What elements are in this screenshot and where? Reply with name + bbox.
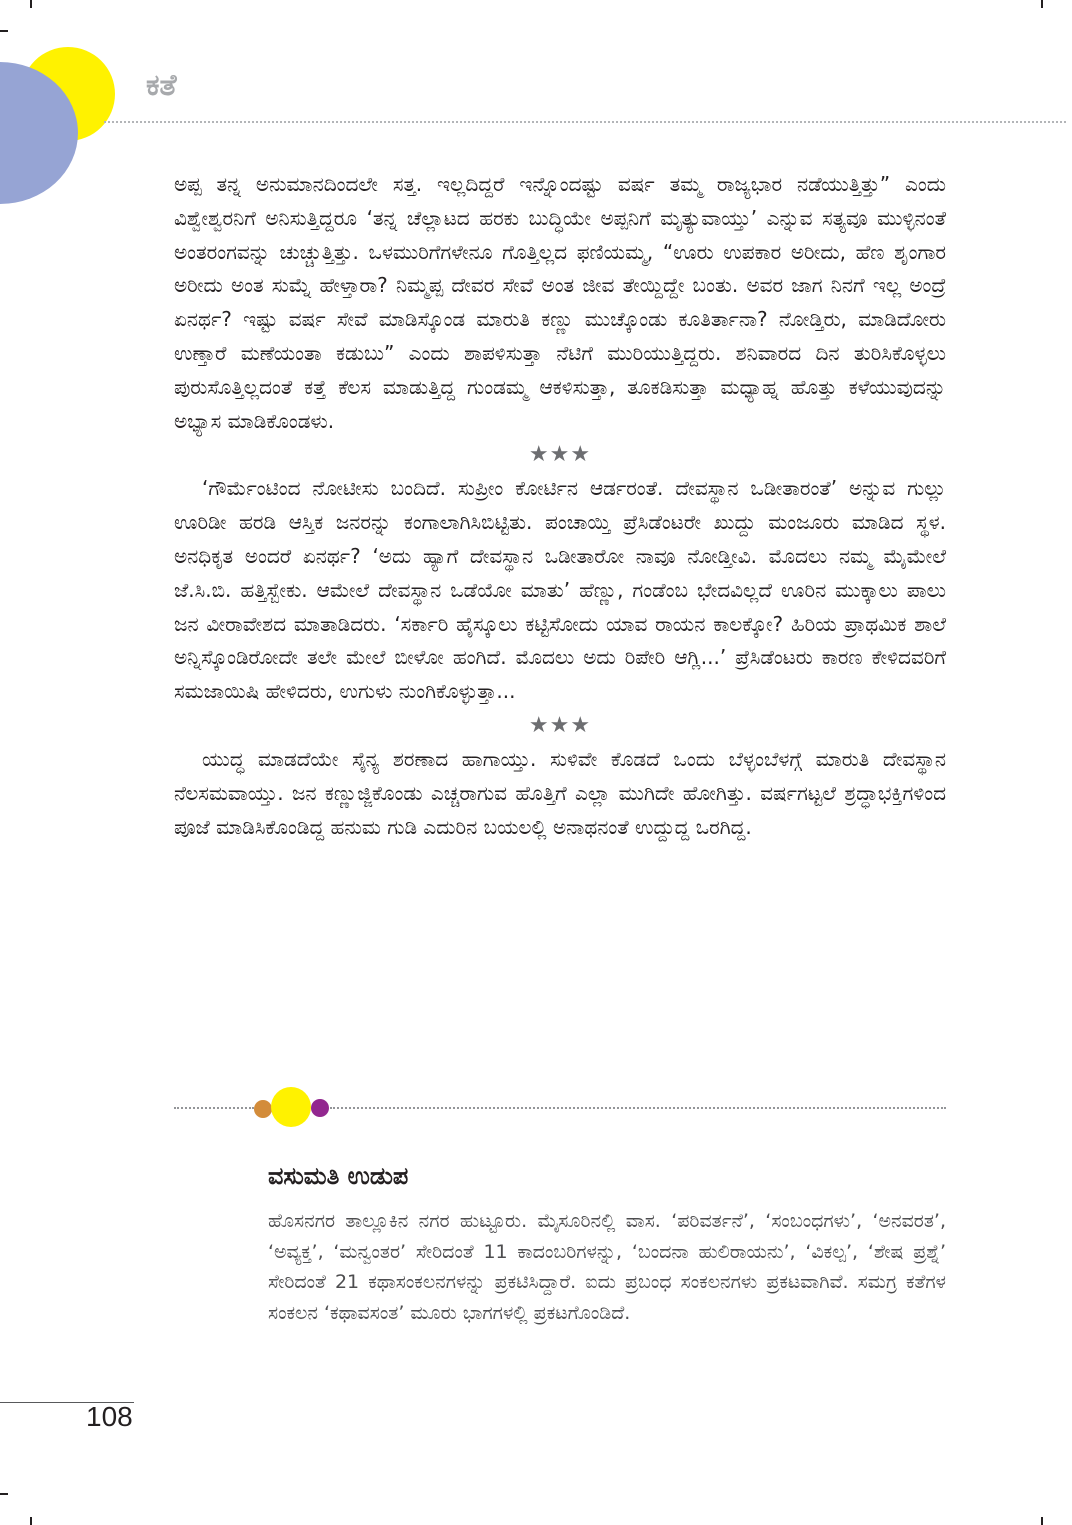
author-name: ವಸುಮತಿ ಉಡುಪ xyxy=(268,1162,409,1190)
author-bio: ಹೊಸನಗರ ತಾಲ್ಲೂಕಿನ ನಗರ ಹುಟ್ಟೂರು. ಮೈಸೂರಿನಲ್ಲಿ ವಾಸ. ‘ಪರಿವರ್ತನೆ’, ‘ಸಂಬಂಧಗಳು’, ‘ಅನವರತ’, ‘ಅವ್ಯಕ್ತ’, ‘ಮನ್ವಂತರ’ ಸೇರಿದಂತೆ 11 ಕಾದಂಬರಿಗಳನ್ನು, ‘ಬಂದನಾ ಹುಲಿರಾಯನು’, ‘ವಿಕಲ್ಪ’, ‘ಶೇಷ ಪ್ರಶ್ನೆ’ ಸೇರಿದಂತೆ 21 ಕಥಾಸಂಕಲನಗಳನ್ನು ಪ್ರಕಟಿಸಿದ್ದಾರೆ. ಐದು ಪ್ರಬಂಧ ಸಂಕಲನಗಳು ಪ್ರಕಟವಾಗಿವೆ. ಸಮಗ್ರ ಕತೆಗಳ ಸಂಕಲನ ‘ಕಥಾವಸಂತ’ ಮೂರು ಭಾಗಗಳಲ್ಲಿ ಪ್ರಕಟಗೊಂಡಿದೆ. xyxy=(268,1210,946,1324)
story-paragraph-1: ಅಪ್ಪ ತನ್ನ ಅನುಮಾನದಿಂದಲೇ ಸತ್ತ. ಇಲ್ಲದಿದ್ದರೆ ಇನ್ನೊಂದಷ್ಟು ವರ್ಷ ತಮ್ಮ ರಾಜ್ಯಭಾರ ನಡೆಯುತ್ತಿತ್ತು” ಎಂದು ವಿಶ್ವೇಶ್ವರನಿಗೆ ಅನಿಸುತ್ತಿದ್ದರೂ ‘ತನ್ನ ಚೆಲ್ಲಾಟದ ಹರಕು ಬುದ್ಧಿಯೇ ಅಪ್ಪನಿಗೆ ಮೃತ್ಯುವಾಯ್ತು’ ಎನ್ನುವ ಸತ್ಯವೂ ಮುಳ್ಳಿನಂತೆ ಅಂತರಂಗವನ್ನು ಚುಚ್ಚುತ್ತಿತ್ತು. ಒಳಮುರಿಗೆಗಳೇನೂ ಗೊತ್ತಿಲ್ಲದ ಫಣಿಯಮ್ಮ, “ಊರು ಉಪಕಾರ ಅರೀದು, ಹೆಣ ಶೃಂಗಾರ ಅರೀದು ಅಂತ ಸುಮ್ನೆ ಹೇಳ್ತಾರಾ? ನಿಮ್ಮಪ್ಪ ದೇವರ ಸೇವೆ ಅಂತ ಜೀವ ತೇಯ್ದಿದ್ದೇ ಬಂತು. ಅವರ ಜಾಗ ನಿನಗೆ ಇಲ್ಲ ಅಂದ್ರೆ ಏನರ್ಥ? ಇಷ್ಟು ವರ್ಷ ಸೇವೆ ಮಾಡಿಸ್ಕೊಂಡ ಮಾರುತಿ ಕಣ್ಣು ಮುಚ್ಕೊಂಡು ಕೂತಿರ್ತಾನಾ? ನೋಡ್ತಿರು, ಮಾಡಿದೋರು ಉಣ್ತಾರೆ ಮಣೆಯಂತಾ ಕಡುಬು” ಎಂದು ಶಾಪಳಿಸುತ್ತಾ ನೆಟಿಗೆ ಮುರಿಯುತ್ತಿದ್ದರು. ಶನಿವಾರದ ದಿನ ತುರಿಸಿಕೊಳ್ಳಲು ಪುರುಸೊತ್ತಿಲ್ಲದಂತೆ ಕತ್ತೆ ಕೆಲಸ ಮಾಡುತ್ತಿದ್ದ ಗುಂಡಮ್ಮ ಆಕಳಿಸುತ್ತಾ, ತೂಕಡಿಸುತ್ತಾ ಮಧ್ಯಾಹ್ನ ಹೊತ್ತು ಕಳೆಯುವುದನ್ನು ಅಭ್ಯಾಸ ಮಾಡಿಕೊಂಡಳು. xyxy=(174,172,946,433)
crop-mark-bottom-right xyxy=(1041,1517,1043,1525)
crop-mark-top-right xyxy=(1041,0,1043,8)
crop-mark-bottom-left xyxy=(30,1517,32,1525)
page-number: 108 xyxy=(86,1401,133,1432)
author-divider-right xyxy=(330,1107,946,1109)
section-break-1: ★★★ xyxy=(528,442,592,468)
corner-decoration xyxy=(0,0,140,220)
header-divider xyxy=(104,121,1066,123)
story-body xyxy=(174,168,946,844)
story-paragraph-3: ಯುದ್ಧ ಮಾಡದೆಯೇ ಸೈನ್ಯ ಶರಣಾದ ಹಾಗಾಯ್ತು. ಸುಳಿವೇ ಕೊಡದೆ ಒಂದು ಬೆಳ್ಳಂಬೆಳಗ್ಗೆ ಮಾರುತಿ ದೇವಸ್ಥಾನ ನೆಲಸಮವಾಯ್ತು. ಜನ ಕಣ್ಣುಜ್ಜಿಕೊಂಡು ಎಚ್ಚರಾಗುವ ಹೊತ್ತಿಗೆ ಎಲ್ಲಾ ಮುಗಿದೇ ಹೋಗಿತ್ತು. ವರ್ಷಗಟ್ಟಲೆ ಶ್ರದ್ಧಾಭಕ್ತಿಗಳಿಂದ ಪೂಜೆ ಮಾಡಿಸಿಕೊಂಡಿದ್ದ ಹನುಮ ಗುಡಿ ಎದುರಿನ ಬಯಲಲ್ಲಿ ಅನಾಥನಂತೆ ಉದ್ದುದ್ದ ಒರಗಿದ್ದ. xyxy=(174,746,946,839)
author-divider-left xyxy=(174,1107,254,1109)
section-label: ಕತೆ xyxy=(146,68,177,103)
orange-dot xyxy=(254,1100,272,1118)
section-break-2: ★★★ xyxy=(528,712,592,738)
crop-mark-left-lower xyxy=(0,1493,8,1495)
yellow-dot xyxy=(271,1087,311,1127)
story-paragraph-2: ‘ಗೌರ್ಮೆಂಟಿಂದ ನೋಟೀಸು ಬಂದಿದೆ. ಸುಪ್ರೀಂ ಕೋರ್ಟಿನ ಆರ್ಡರಂತೆ. ದೇವಸ್ಥಾನ ಒಡೀತಾರಂತೆ’ ಅನ್ನುವ ಗುಲ್ಲು ಊರಿಡೀ ಹರಡಿ ಆಸ್ತಿಕ ಜನರನ್ನು ಕಂಗಾಲಾಗಿಸಿಬಿಟ್ಟಿತು. ಪಂಚಾಯ್ತಿ ಪ್ರೆಸಿಡೆಂಟರೇ ಖುದ್ದು ಮಂಜೂರು ಮಾಡಿದ ಸ್ಥಳ. ಅನಧಿಕೃತ ಅಂದರೆ ಏನರ್ಥ? ‘ಅದು ಹ್ಯಾಗೆ ದೇವಸ್ಥಾನ ಒಡೀತಾರೋ ನಾವೂ ನೋಡ್ತೀವಿ. ಮೊದಲು ನಮ್ಮ ಮೈಮೇಲೆ ಜೆ.ಸಿ.ಬಿ. ಹತ್ತಿಸ್ಬೇಕು. ಆಮೇಲೆ ದೇವಸ್ಥಾನ ಒಡೆಯೋ ಮಾತು’ ಹೆಣ್ಣು, ಗಂಡೆಂಬ ಭೇದವಿಲ್ಲದೆ ಊರಿನ ಮುಕ್ಕಾಲು ಪಾಲು ಜನ ವೀರಾವೇಶದ ಮಾತಾಡಿದರು. ‘ಸರ್ಕಾರಿ ಹೈಸ್ಕೂಲು ಕಟ್ಟಿಸೋದು ಯಾವ ರಾಯನ ಕಾಲಕ್ಕೋ? ಹಿರಿಯ ಪ್ರಾಥಮಿಕ ಶಾಲೆ ಅನ್ನಿಸ್ಕೊಂಡಿರೋದೇ ತಲೇ ಮೇಲೆ ಬೀಳೋ ಹಂಗಿದೆ. ಮೊದಲು ಅದು ರಿಪೇರಿ ಆಗ್ಲಿ...’ ಪ್ರೆಸಿಡೆಂಟರು ಕಾರಣ ಕೇಳಿದವರಿಗೆ ಸಮಜಾಯಿಷಿ ಹೇಳಿದರು, ಉಗುಳು ನುಂಗಿಕೊಳ್ಳುತ್ತಾ... xyxy=(174,476,946,704)
purple-dot xyxy=(311,1099,329,1117)
